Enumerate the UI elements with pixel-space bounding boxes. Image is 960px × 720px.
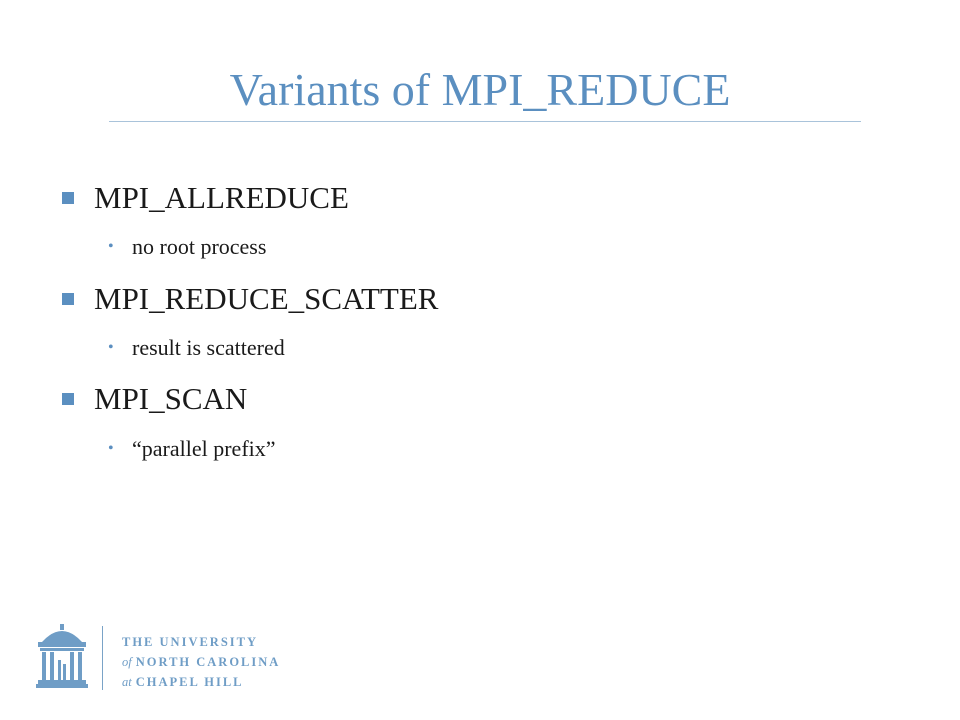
sub-bullet-label: “parallel prefix”: [132, 436, 276, 461]
logo-divider: [102, 626, 103, 690]
sub-bullet-label: result is scattered: [132, 335, 285, 360]
dot-bullet-icon: •: [108, 238, 114, 255]
bullet-label: MPI_SCAN: [94, 381, 248, 416]
dot-bullet-icon: •: [108, 440, 114, 457]
wordmark-line-3: at CHAPEL HILL: [122, 675, 244, 689]
slide-title: Variants of MPI_REDUCE: [229, 64, 731, 115]
bullet-label: MPI_ALLREDUCE: [94, 180, 349, 215]
bullet-label: MPI_REDUCE_SCATTER: [94, 281, 439, 316]
square-bullet-icon: [62, 393, 74, 405]
wordmark-line-1: THE UNIVERSITY: [122, 635, 259, 649]
university-logo: [36, 622, 336, 694]
dot-bullet-icon: •: [108, 339, 114, 356]
wordmark-line-2: of NORTH CAROLINA: [122, 655, 281, 669]
sub-bullet-label: no root process: [132, 234, 267, 259]
square-bullet-icon: [62, 293, 74, 305]
old-well-logo-icon: [36, 622, 88, 690]
university-wordmark: [122, 632, 332, 692]
square-bullet-icon: [62, 192, 74, 204]
